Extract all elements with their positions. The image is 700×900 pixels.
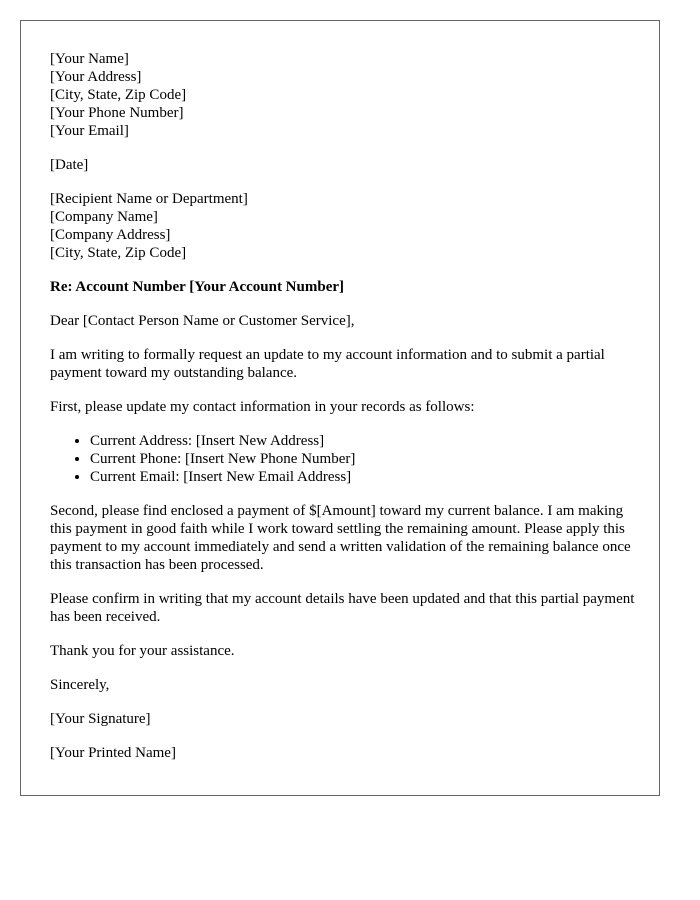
intro-paragraph: I am writing to formally request an update to my account information and to submit a partial payment toward my outstanding balance.	[50, 347, 605, 381]
recipient-name: [Recipient Name or Department]	[50, 191, 248, 207]
closing: Sincerely,	[50, 677, 110, 693]
salutation: Dear [Contact Person Name or Customer Service],	[50, 313, 355, 329]
list-item: • Current Address: [Insert New Address]	[90, 432, 640, 450]
letter-content	[50, 50, 640, 778]
signature: [Your Signature]	[50, 711, 151, 727]
letter-frame	[20, 20, 660, 796]
sender-block	[50, 50, 640, 140]
sender-email: [Your Email]	[50, 123, 129, 139]
list-item: • Current Phone: [Insert New Phone Number]	[90, 450, 640, 468]
list-item: • Current Email: [Insert New Email Address]	[90, 468, 640, 486]
sender-address: [Your Address]	[50, 69, 142, 85]
subject-line: Re: Account Number [Your Account Number]	[50, 279, 345, 295]
recipient-address: [Company Address]	[50, 227, 171, 243]
date-block	[50, 156, 640, 174]
sender-city-state-zip: [City, State, Zip Code]	[50, 87, 187, 103]
thanks-paragraph: Thank you for your assistance.	[50, 643, 235, 659]
printed-name: [Your Printed Name]	[50, 745, 176, 761]
sender-phone: [Your Phone Number]	[50, 105, 184, 121]
confirm-paragraph: Please confirm in writing that my account details have been updated and that this partial payment has been received.	[50, 591, 635, 625]
recipient-company: [Company Name]	[50, 209, 158, 225]
recipient-block	[50, 190, 640, 262]
first-paragraph: First, please update my contact information in your records as follows:	[50, 399, 475, 415]
letter-date: [Date]	[50, 157, 89, 173]
recipient-city-state-zip: [City, State, Zip Code]	[50, 245, 187, 261]
sender-name: [Your Name]	[50, 51, 129, 67]
second-paragraph: Second, please find enclosed a payment of $[Amount] toward my current balance. I am making this payment in good faith while I work toward settling the remaining amount. Please apply this payment to my account immediately and send a written validation of the remaining balance once this transaction has been processed.	[50, 503, 631, 573]
update-list	[50, 432, 640, 486]
